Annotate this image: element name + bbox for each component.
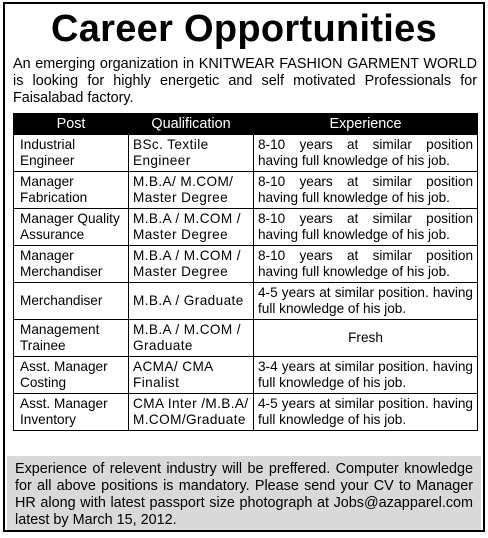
table-row — [14, 357, 478, 394]
positions-table — [13, 113, 478, 431]
post-cell: Management Trainee — [14, 320, 129, 357]
post-cell: Manager Fabrication — [14, 172, 129, 209]
experience-cell: 3-4 years at similar position. having full knowledge of his job. — [254, 357, 478, 394]
experience-cell: 8-10 years at similar position having full knowledge of his job. — [254, 246, 478, 283]
ad-title: Career Opportunities — [50, 8, 438, 50]
table-row — [14, 394, 478, 431]
post-cell: Industrial Engineer — [14, 135, 129, 172]
qualification-cell: M.B.A / Graduate — [129, 283, 254, 320]
header-post: Post — [14, 114, 129, 135]
experience-cell: Fresh — [254, 320, 478, 357]
qualification-cell: M.B.A / M.COM / Master Degree — [129, 246, 254, 283]
job-advertisement — [3, 2, 485, 532]
experience-cell: 8-10 years at similar position having full knowledge of his job. — [254, 135, 478, 172]
experience-cell: 4-5 years at similar position. having full knowledge of his job. — [254, 283, 478, 320]
post-cell: Merchandiser — [14, 283, 129, 320]
qualification-cell: M.B.A / M.COM / Master Degree — [129, 209, 254, 246]
application-instructions: Experience of relevent industry will be preffered. Computer knowledge for all above positions is mandatory. Please send your CV to Manager HR along with latest passport size photograph at Jobs@azapparel.com latest by March 15, 2012. — [7, 456, 481, 530]
table-row — [14, 320, 478, 357]
qualification-cell: CMA Inter /M.B.A/ M.COM/Graduate — [129, 394, 254, 431]
qualification-cell: BSc. Textile Engineer — [129, 135, 254, 172]
table-row — [14, 246, 478, 283]
table-row — [14, 209, 478, 246]
experience-cell: 8-10 years at similar position having full knowledge of his job. — [254, 209, 478, 246]
experience-cell: 4-5 years at similar position. having full knowledge of his job. — [254, 394, 478, 431]
post-cell: Manager Merchandiser — [14, 246, 129, 283]
qualification-cell: M.B.A/ M.COM/ Master Degree — [129, 172, 254, 209]
qualification-cell: ACMA/ CMA Finalist — [129, 357, 254, 394]
table-row — [14, 172, 478, 209]
qualification-cell: M.B.A / M.COM / Graduate — [129, 320, 254, 357]
intro-paragraph: An emerging organization in KNITWEAR FASHION GARMENT WORLD is looking for highly energetic and self motivated Professionals for Faisalabad factory. — [13, 56, 477, 106]
post-cell: Manager Quality Assurance — [14, 209, 129, 246]
table-row — [14, 283, 478, 320]
post-cell: Asst. Manager Inventory — [14, 394, 129, 431]
post-cell: Asst. Manager Costing — [14, 357, 129, 394]
header-experience: Experience — [254, 114, 478, 135]
table-header-row — [14, 114, 478, 135]
header-qualification: Qualification — [129, 114, 254, 135]
experience-cell: 8-10 years at similar position having full knowledge of his job. — [254, 172, 478, 209]
table-row — [14, 135, 478, 172]
